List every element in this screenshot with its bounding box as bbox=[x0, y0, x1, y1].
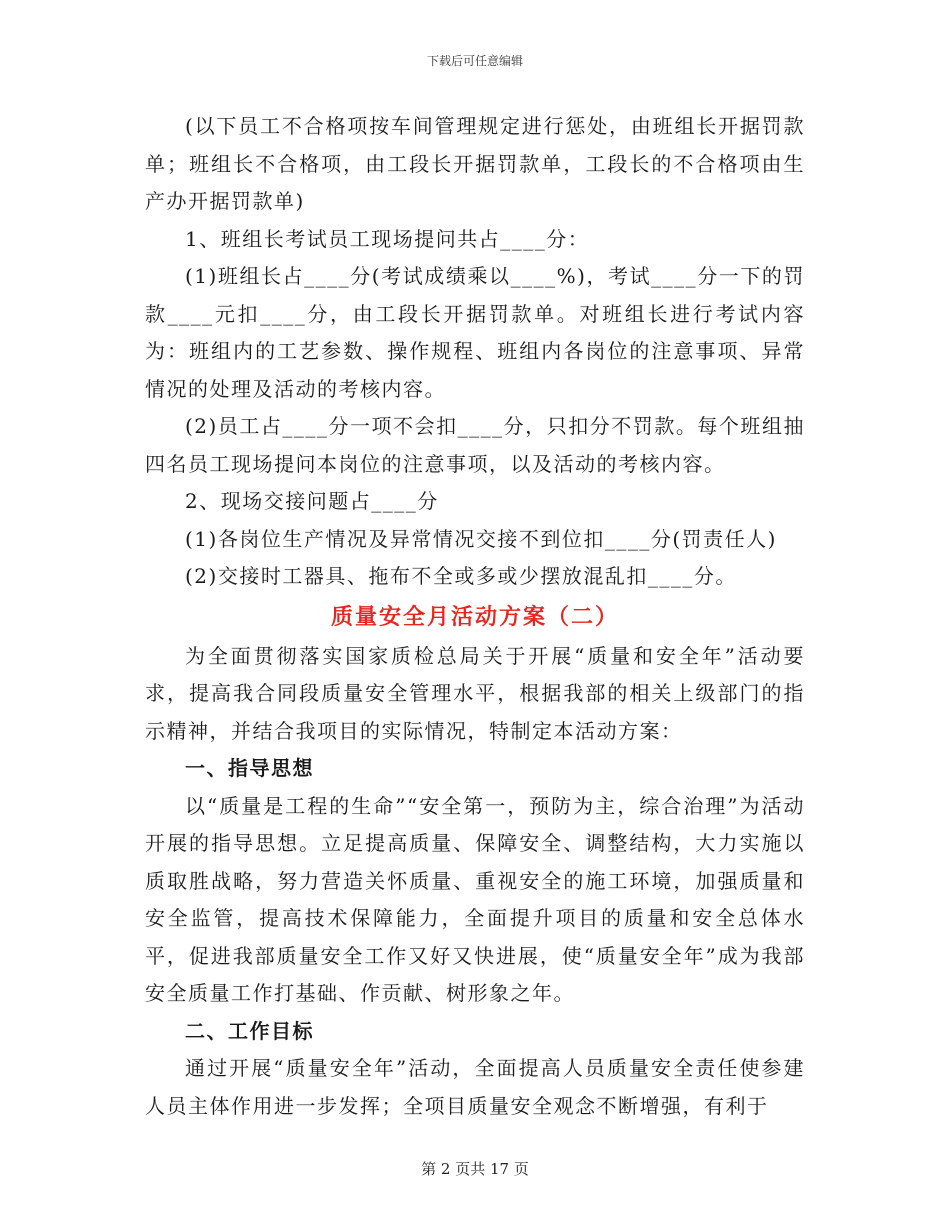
paragraph-item-1: 1、班组长考试员工现场提问共占____分： bbox=[185, 226, 590, 251]
heading-work-goal: 二、工作目标 bbox=[185, 1018, 314, 1043]
paragraph-penalty-intro: (以下员工不合格项按车间管理规定进行惩处，由班组长开据罚款单；班组长不合格项，由工段长开据罚款单，工段长的不合格项由生产办开据罚款单) bbox=[145, 114, 805, 213]
paragraph-work-goal: 通过开展“质量安全年”活动，全面提高人员质量安全责任使参建人员主体作用进一步发挥；全项目质量安全观念不断增强，有利于 bbox=[145, 1056, 805, 1118]
heading-guiding-idea: 一、指导思想 bbox=[185, 756, 314, 780]
paragraph-item-1-1: (1)班组长占____分(考试成绩乘以____%)，考试____分一下的罚款____元扣____分，由工段长开据罚款单。对班组长进行考试内容为：班组内的工艺参数、操作规程、班组内各岗位的注意事项、异常情况的处理及活动的考核内容。 bbox=[145, 264, 805, 401]
paragraph-guiding-idea: 以“质量是工程的生命”“安全第一，预防为主，综合治理”为活动开展的指导思想。立足提高质量、保障安全、调整结构，大力实施以质取胜战略，努力营造关怀质量、重视安全的施工环境，加强质量和安全监管，提高技术保障能力，全面提升项目的质量和安全总体水平，促进我部质量安全工作又好又快进展，使“质量安全年”成为我部安全质量工作打基础、作贡献、树形象之年。 bbox=[145, 793, 805, 1005]
paragraph-item-2-2: (2)交接时工器具、拖布不全或多或少摆放混乱扣____分。 bbox=[185, 564, 737, 588]
paragraph-item-1-2: (2)员工占____分一项不会扣____分，只扣分不罚款。每个班组抽四名员工现场提问本岗位的注意事项，以及活动的考核内容。 bbox=[145, 414, 805, 476]
page-footer-number: 第 2 页共 17 页 bbox=[421, 1160, 529, 1178]
page-header-note: 下载后可任意编辑 bbox=[426, 54, 523, 68]
section-title: 质量安全月活动方案（二） bbox=[330, 603, 619, 630]
section-intro: 为全面贯彻落实国家质检总局关于开展“质量和安全年”活动要求，提高我合同段质量安全管理水平，根据我部的相关上级部门的指示精神，并结合我项目的实际情况，特制定本活动方案： bbox=[145, 643, 805, 743]
paragraph-item-2: 2、现场交接问题占____分 bbox=[185, 489, 439, 513]
document-body bbox=[145, 108, 805, 1125]
paragraph-item-2-1: (1)各岗位生产情况及异常情况交接不到位扣____分(罚责任人) bbox=[185, 526, 777, 551]
